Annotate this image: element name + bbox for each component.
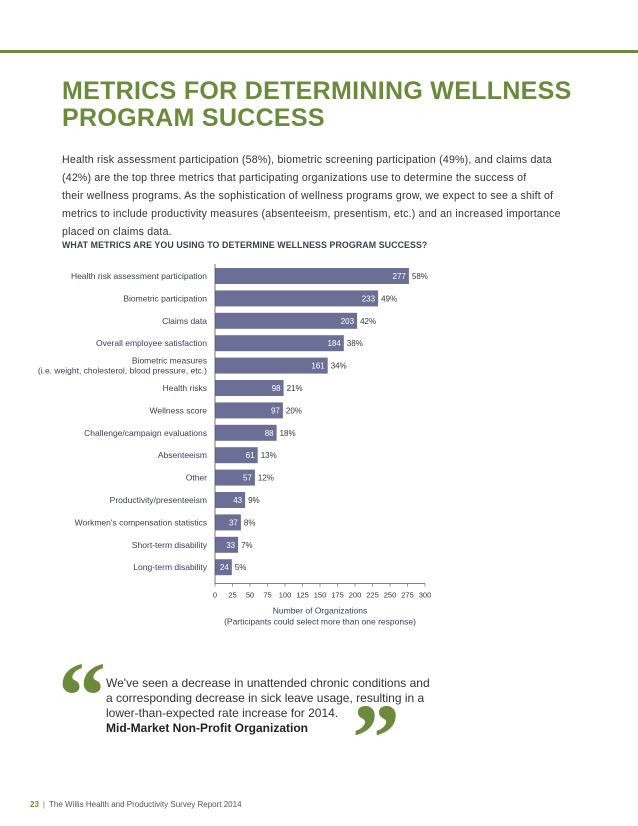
- intro-paragraph: [62, 151, 562, 241]
- bar-value-label: 98: [271, 384, 281, 393]
- top-rule: [0, 50, 638, 53]
- category-label: Challenge/campaign evaluations: [84, 427, 207, 438]
- x-tick-label: 175: [331, 590, 344, 600]
- category-label: Biometric participation: [123, 293, 207, 304]
- x-tick-label: 50: [245, 590, 255, 600]
- category-label: Long-term disability: [133, 562, 207, 573]
- open-quote-mark: “: [58, 642, 106, 749]
- category-label: Other: [185, 472, 207, 483]
- intro-line: (42%) are the top three metrics that participating organizations use to determine the success of: [62, 172, 527, 184]
- chart-question: WHAT METRICS ARE YOU USING TO DETERMINE WELLNESS PROGRAM SUCCESS?: [62, 240, 428, 250]
- bar-value-label: 184: [327, 339, 341, 349]
- x-tick-label: 275: [401, 590, 414, 600]
- metrics-bar-chart: [0, 262, 638, 632]
- category-label: Health risks: [162, 383, 207, 393]
- x-tick-label: 250: [383, 590, 397, 600]
- bar-value-label: 277: [392, 272, 406, 281]
- x-axis-title: Number of Organizations: [272, 605, 368, 616]
- x-tick-label: 75: [263, 590, 272, 600]
- bar-percent-label: 20%: [285, 406, 302, 416]
- x-tick-label: 150: [313, 590, 327, 600]
- bar-value-label: 161: [311, 361, 325, 371]
- bar-percent-label: 12%: [257, 473, 274, 483]
- bar-percent-label: 8%: [243, 518, 256, 528]
- intro-line: metrics to include productivity measures (absenteeism, presentism, etc.) and an increased importance: [62, 208, 561, 220]
- quote-line: lower-than-expected rate increase for 2014.: [106, 706, 339, 720]
- category-label: Short-term disability: [131, 539, 207, 550]
- bar-value-label: 37: [228, 518, 238, 528]
- bar-percent-label: 38%: [346, 339, 363, 349]
- quote-line: a corresponding decrease in sick leave usage, resulting in a: [106, 691, 425, 705]
- bar-value-label: 57: [242, 473, 252, 483]
- x-tick-label: 125: [296, 590, 309, 600]
- bar: [215, 290, 378, 306]
- page-title: [62, 78, 602, 132]
- intro-line: Health risk assessment participation (58%), biometric screening participation (49%), and claims data: [62, 154, 552, 166]
- intro-line: their wellness programs. As the sophistication of wellness programs grow, we expect to see a shift of: [62, 190, 554, 202]
- bar-value-label: 97: [270, 406, 280, 416]
- bar-percent-label: 7%: [241, 540, 253, 550]
- x-tick-label: 0: [212, 590, 218, 600]
- category-label: Claims data: [162, 315, 207, 326]
- x-tick-label: 100: [278, 590, 292, 600]
- footer-report-title: The Willis Health and Productivity Survey Report 2014: [48, 800, 242, 809]
- x-tick-label: 25: [228, 590, 237, 600]
- category-label: Absenteeism: [157, 450, 207, 461]
- bar-value-label: 88: [264, 428, 274, 438]
- category-label: Workmen's compensation statistics: [74, 517, 207, 528]
- intro-line: placed on claims data.: [62, 226, 172, 238]
- footer-separator: |: [42, 800, 45, 809]
- x-tick-label: 200: [348, 590, 362, 600]
- page-footer: [30, 800, 242, 809]
- bar-percent-label: 34%: [330, 361, 347, 371]
- close-quote-mark: ”: [352, 684, 400, 791]
- bar-percent-label: 58%: [411, 272, 428, 281]
- bar-percent-label: 49%: [381, 294, 398, 304]
- bar-percent-label: 13%: [260, 451, 277, 461]
- bar-value-label: 233: [361, 294, 376, 304]
- bar-value-label: 203: [340, 316, 355, 326]
- category-label: Biometric measures: [131, 355, 207, 366]
- bar-value-label: 61: [245, 451, 255, 461]
- category-label: (i.e. weight, cholesterol, blood pressure, etc.): [37, 365, 207, 376]
- page-title-line: PROGRAM SUCCESS: [62, 104, 325, 132]
- category-label: Health risk assessment participation: [70, 271, 207, 281]
- bar-percent-label: 5%: [234, 563, 247, 573]
- category-label: Wellness score: [149, 405, 207, 416]
- bar-percent-label: 21%: [286, 384, 303, 393]
- quote-line: We've seen a decrease in unattended chronic conditions and: [106, 676, 430, 690]
- category-label: Overall employee satisfaction: [95, 338, 207, 349]
- x-axis-title: (Participants could select more than one response): [224, 616, 416, 627]
- page-number: 23: [30, 800, 39, 809]
- quote-source: Mid-Market Non-Profit Organization: [106, 721, 308, 735]
- bar-value-label: 24: [219, 563, 229, 573]
- bar-percent-label: 18%: [279, 428, 296, 438]
- bar-percent-label: 9%: [248, 496, 260, 505]
- bar: [215, 335, 344, 351]
- x-tick-label: 300: [418, 590, 432, 600]
- bar-percent-label: 42%: [360, 316, 377, 326]
- bar: [215, 268, 409, 284]
- x-tick-label: 225: [366, 590, 379, 600]
- bar-value-label: 43: [233, 496, 243, 505]
- bar-value-label: 33: [226, 540, 236, 550]
- page-title-line: METRICS FOR DETERMINING WELLNESS: [62, 77, 572, 105]
- category-label: Productivity/presenteeism: [109, 495, 207, 505]
- bar: [215, 313, 357, 329]
